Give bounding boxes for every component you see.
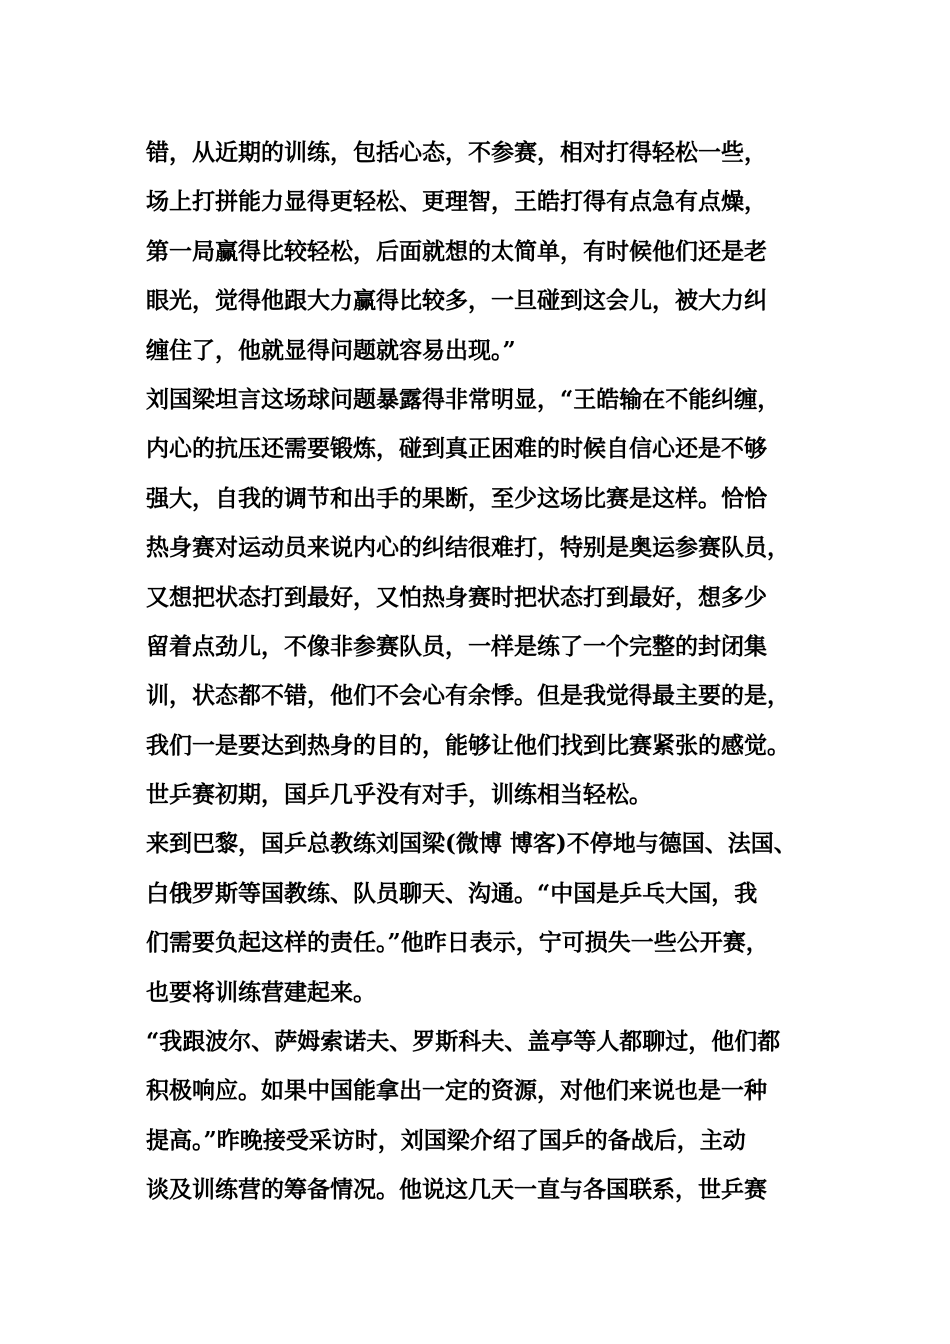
text-line: 白俄罗斯等国教练、队员聊天、沟通。“中国是乒乓大国，我 xyxy=(146,879,758,907)
text-line: 也要将训练营建起来。 xyxy=(146,978,376,1006)
text-line: 来到巴黎，国乒总教练刘国梁(微博 博客)不停地与德国、法国、 xyxy=(146,830,797,858)
text-line: 提高。”昨晚接受采访时，刘国梁介绍了国乒的备战后，主动 xyxy=(146,1126,746,1154)
text-line: 眼光，觉得他跟大力赢得比较多，一旦碰到这会儿，被大力纠 xyxy=(146,287,767,315)
text-line: 强大，自我的调节和出手的果断，至少这场比赛是这样。恰恰 xyxy=(146,484,767,512)
text-line: 第一局赢得比较轻松，后面就想的太简单，有时候他们还是老 xyxy=(146,237,767,265)
text-line: 我们一是要达到热身的目的，能够让他们找到比赛紧张的感觉。 xyxy=(146,731,790,759)
text-line: 又想把状态打到最好，又怕热身赛时把状态打到最好，想多少 xyxy=(146,583,767,611)
article-body xyxy=(146,128,836,1215)
text-line: 谈及训练营的筹备情况。他说这几天一直与各国联系，世乒赛 xyxy=(146,1176,767,1204)
text-line: 热身赛对运动员来说内心的纠结很难打，特别是奥运参赛队员， xyxy=(146,534,790,562)
text-line: 内心的抗压还需要锻炼，碰到真正困难的时候自信心还是不够 xyxy=(146,435,767,463)
text-line: 世乒赛初期，国乒几乎没有对手，训练相当轻松。 xyxy=(146,781,652,809)
text-line: 场上打拼能力显得更轻松、更理智，王皓打得有点急有点燥， xyxy=(146,188,767,216)
text-line: 缠住了，他就显得问题就容易出现。” xyxy=(146,336,516,364)
text-line: 积极响应。如果中国能拿出一定的资源，对他们来说也是一种 xyxy=(146,1077,767,1105)
text-line: 们需要负起这样的责任。”他昨日表示，宁可损失一些公开赛， xyxy=(146,929,769,957)
text-line: “我跟波尔、萨姆索诺夫、罗斯科夫、盖亭等人都聊过，他们都 xyxy=(146,1028,781,1056)
text-line: 留着点劲儿，不像非参赛队员，一样是练了一个完整的封闭集 xyxy=(146,632,767,660)
text-line: 刘国梁坦言这场球问题暴露得非常明显，“王皓输在不能纠缠， xyxy=(146,385,781,413)
text-line: 训，状态都不错，他们不会心有余悸。但是我觉得最主要的是， xyxy=(146,682,790,710)
text-line: 错，从近期的训练，包括心态，不参赛，相对打得轻松一些， xyxy=(146,139,767,166)
